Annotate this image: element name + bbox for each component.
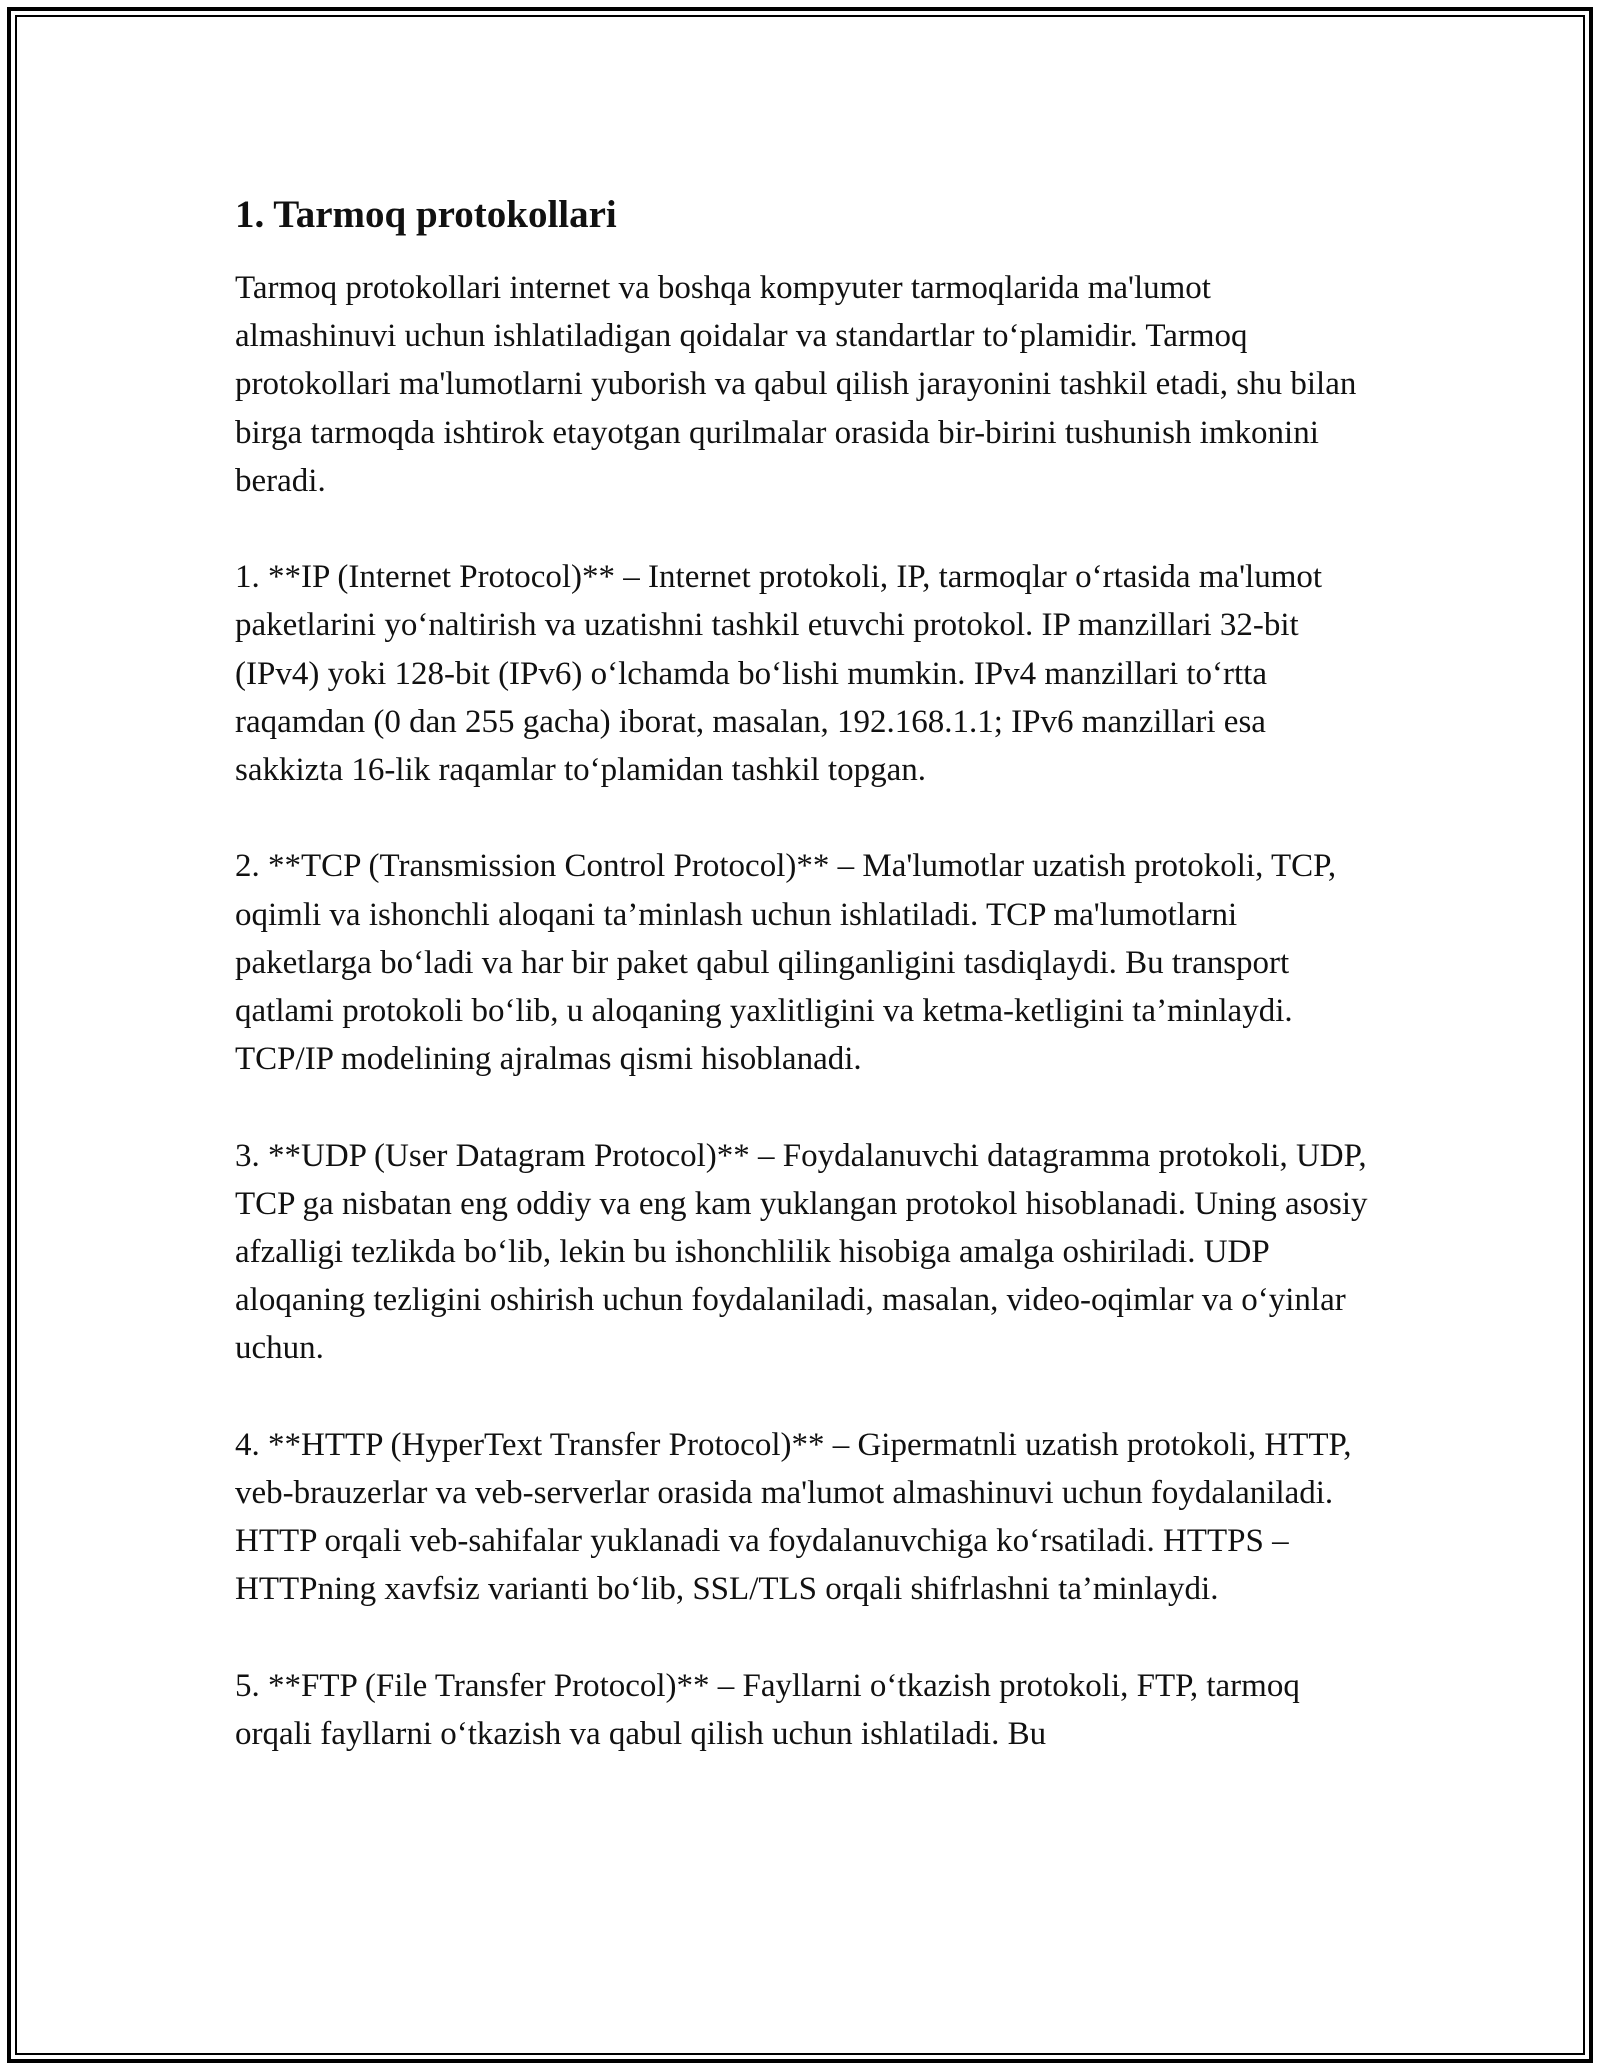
ip-paragraph: 1. **IP (Internet Protocol)** – Internet protokoli, IP, tarmoqlar o‘rtasida ma'lumot paketlarini yo‘naltirish va uzatishni tashkil etuvchi protokol. IP manzillari 32-bit (IPv4) yoki 128-bit (IPv6) o‘lchamda bo‘lishi mumkin. IPv4 manzillari to‘rtta raqamdan (0 dan 255 gacha) iborat, masalan, 192.168.1.1; IPv6 manzillari esa sakkizta 16-lik raqamlar to‘plamidan tashkil topgan. <box>235 559 1323 789</box>
intro-paragraph: Tarmoq protokollari internet va boshqa kompyuter tarmoqlarida ma'lumot almashinuvi uchun ishlatiladigan qoidalar va standartlar to‘plamidir. Tarmoq protokollari ma'lumotlarni yuborish va qabul qilish jarayonini tashkil etadi, shu bilan birga tarmoqda ishtirok etayotgan qurilmalar orasida bir-birini tushunish imkonini beradi. <box>235 270 1357 499</box>
http-paragraph: 4. **HTTP (HyperText Transfer Protocol)** – Gipermatnli uzatish protokoli, HTTP, veb-brauzerlar va veb-serverlar orasida ma'lumot almashinuvi uchun foydalaniladi. HTTP orqali veb-sahifalar yuklanadi va foydalanuvchiga ko‘rsatiladi. HTTPS – HTTPning xavfsiz varianti bo‘lib, SSL/TLS orqali shifrlashni ta’minlaydi. <box>235 1426 1352 1608</box>
tcp-paragraph: 2. **TCP (Transmission Control Protocol)** – Ma'lumotlar uzatish protokoli, TCP, oqimli va ishonchli aloqani ta’minlash uchun ishlatiladi. TCP ma'lumotlarni paketlarga bo‘ladi va har bir paket qabul qilinganligini tasdiqlaydi. Bu transport qatlami protokoli bo‘lib, u aloqaning yaxlitligini va ketma-ketligini ta’minlaydi. TCP/IP modelining ajralmas qismi hisoblanadi. <box>235 848 1337 1078</box>
udp-paragraph: 3. **UDP (User Datagram Protocol)** – Foydalanuvchi datagramma protokoli, UDP, TCP ga nisbatan eng oddiy va eng kam yuklangan protokol hisoblanadi. Uning asosiy afzalligi tezlikda bo‘lib, lekin bu ishonchlilik hisobiga amalga oshiriladi. UDP aloqaning tezligini oshirish uchun foydalaniladi, masalan, video-oqimlar va o‘yinlar uchun. <box>235 1137 1368 1367</box>
document-body <box>235 186 1370 1758</box>
section-heading: 1. Tarmoq protokollari <box>235 193 617 236</box>
ftp-paragraph: 5. **FTP (File Transfer Protocol)** – Fayllarni o‘tkazish protokoli, FTP, tarmoq orqali fayllarni o‘tkazish va qabul qilish uchun ishlatiladi. Bu <box>235 1667 1300 1753</box>
